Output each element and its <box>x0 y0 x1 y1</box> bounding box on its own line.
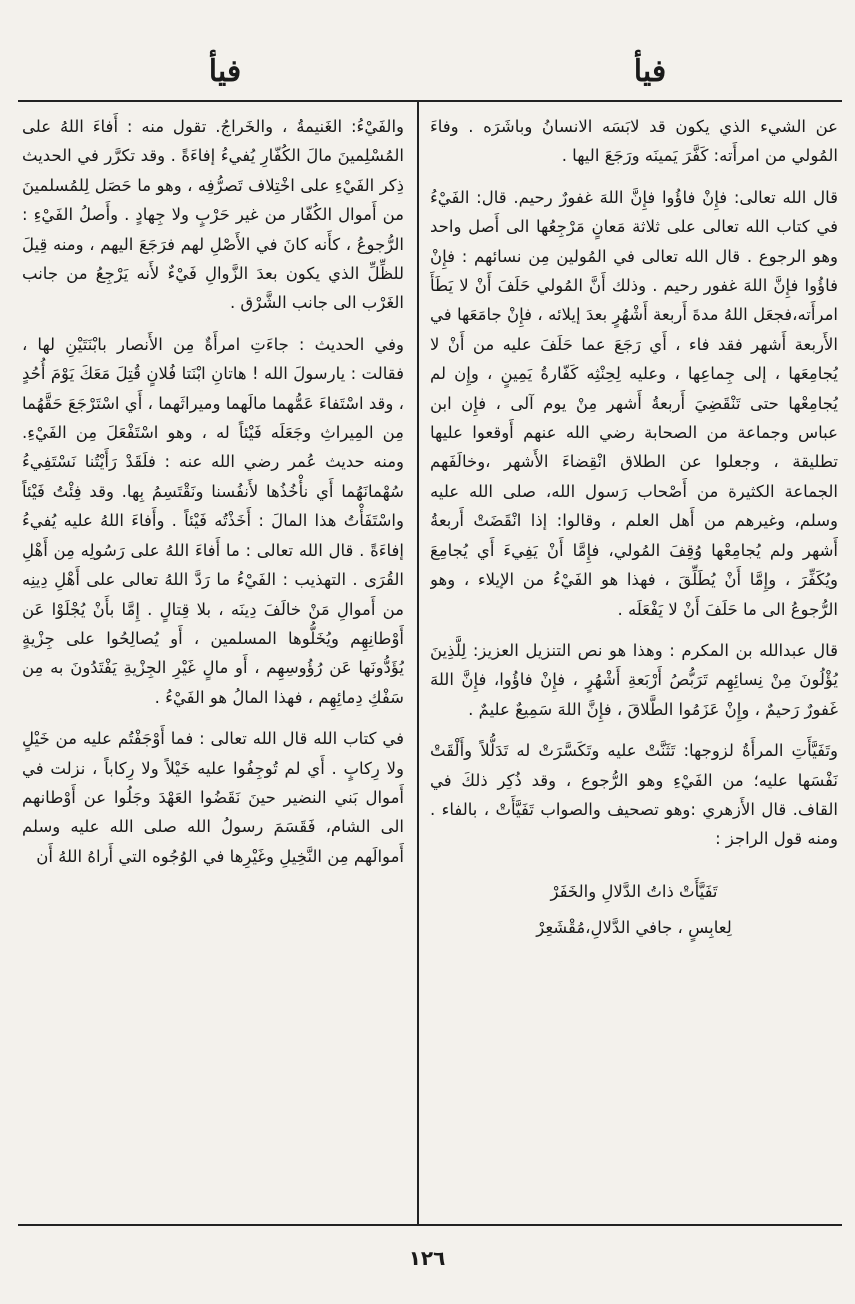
top-rule <box>18 100 842 102</box>
column-divider <box>417 102 419 1224</box>
left-paragraph-2: وفي الحديث : جاءَتِ امرأَةٌ مِن الأَنصار بابْنَتَيْنِ لها ، فقالت : يارسولَ الله ! هاتانِ ابْنَتا فُلانٍ قُتِلَ مَعَكَ يَوْمَ أُحُدٍ ، وقد اسْتَفاءَ عَمُّهما مالَهما وميراثَهما ، أَي اسْتَرْجَعَ حَقَّهُما مِن المِيراثِ وجَعَلَه فَيْئاً له ، وهو اسْتَفْعَلَ مِن الفَيْءِ. ومنه حديث عُمر رضي الله عنه : فلَقَدْ رَأَيْتُنا نَسْتَفِيءُ سُهْمانَهُما أَي نأْخُذُها لأَنفُسنا ونَقْتَسِمُ بِها. وقد فِئْتُ فَيْئاً واسْتَفَأْتُ هذا المالَ : أَخَذْتُه فَيْئاً . وأَفاءَ اللهُ عليه يُفيءُ إفاءَةً . قال الله تعالى : ما أَفاءَ اللهُ على رَسُولِه مِن أَهْلِ القُرَى . التهذيب : الفَيْءُ ما رَدَّ اللهُ تعالى على أَهْلِ دِينِه من أَموالِ مَنْ خالَفَ دِينَه ، بلا قِتالٍ . إِمَّا بأَنْ يُجْلَوْا عَن أَوْطانِهِم ويُخَلُّوها المسلمين ، أَو يُصالِحُوا على جِزْيةٍ يُؤَدُّونَها عَن رُؤُوسِهِم ، أَو مالٍ غَيْرِ الجِزْيةِ يَفْتَدُونَ به مِن سَفْكِ دِمائِهِم ، فهذا المالُ هو الفَيْءُ . <box>22 334 404 707</box>
header-word-right: فيأ <box>633 54 667 89</box>
left-column <box>22 112 404 1212</box>
verse-line-1: تَفَيَّأَتْ ذاتُ الدَّلالِ والخَفَرْ <box>550 881 718 901</box>
verse-line-2: لِعابِسٍ ، جافي الدَّلالِ،مُقْشَعِرْ <box>536 917 732 937</box>
right-paragraph-2: قال الله تعالى: فإِنْ فاؤُوا فإِنَّ اللهَ غفورٌ رحيم. قال: الفَيْءُ في كتاب الله تعالى على ثلاثة مَعانٍ مَرْجِعُها الى أَصل واحد وهو الرجوع . قال الله تعالى في المُولين مِن نسائهم : فإِنْ فاؤُوا فإِنَّ اللهَ غفور رحيم . وذلك أَنَّ المُولي حَلَفَ أَنْ لا يَطَأَ امرأَته،فجعَل اللهُ مدةَ أَربعة أَشْهُرٍ بعدَ إيلائه ، فإِنْ جامَعَها في الأَربعة أَشهر فقد فاء ، أَي رَجَعَ عما حَلَفَ عليه من أَنْ لا يُجامِعَها ، إلى جِماعِها ، وعليه لِحِنْثِه كَفّارةُ يَمِينٍ ، وإِن لم يُجامِعْها حتى تَنْقَضِيَ أَربعةُ أَشهر مِنْ يوم آلى ، فإِن ابن عباس وجماعة من الصحابة رضي الله عنهم أَوقعوا عليها تطليقة ، وجعلوا عن الطلاق انْقِضاءَ الأَشهر ،وخالَفَهم الجماعة الكثيرة من أَصْحاب رَسول الله، صلى الله عليه وسلم، وغيرهم من أَهل العلم ، وقالوا: إذا انْقَضَتْ أَربعةُ أَشهر ولم يُجامِعْها وُقِفَ المُولي، فإِمَّا أَنْ يَفِيءَ أَي يُجامِعَ ويُكَفِّرَ ، وإِمَّا أَنْ يُطَلِّقَ ، فهذا هو الفَيْءُ من الإيلاء ، وهو الرُّجوعُ الى ما حَلَفَ أَنْ لا يَفْعَلَه . <box>430 187 838 619</box>
page-number: ١٢٦ <box>408 1246 446 1270</box>
right-paragraph-4: وتَفَيَّأَتِ المرأَةُ لزوجها: تَثَنَّتْ عليه وتَكَسَّرَتْ له تَدَلُّلاً وأَلْقَتْ نَفْسَها عليه؛ من الفَيْءِ وهو الرُّجوع ، وقد ذُكِر ذلكَ في القاف. قال الأَزهري :وهو تصحيف والصواب تَفَيَّأَتْ ، بالفاء . ومنه قول الراجز : <box>430 741 838 849</box>
left-paragraph-1: والفَيْءُ: الغَنيمةُ ، والخَراجُ. تقول منه : أَفاءَ اللهُ على المُسْلِمينَ مالَ الكُفّارِ يُفيءُ إفاءَةً . وقد تكرَّر في الحديث ذِكر الفَيْءِ على اخْتِلاف تَصرُّفِه ، وهو ما حَصَل لِلمُسلمينَ من أَموال الكُفّار من غير حَرْبٍ ولا جِهادٍ . وأَصلُ الفَيْءِ : الرُّجوعُ ، كأَنه كانَ في الأَصْلِ لهم فرَجَعَ اليهم ، ومنه قِيلَ للظِّلِّ الذي يكون بعدَ الزَّوالِ فَيْءٌ لأَنه يَرْجِعُ من جانب الغَرْب الى جانب الشَّرْق . <box>22 117 404 313</box>
right-column <box>430 112 838 1212</box>
left-paragraph-3: في كتاب الله قال الله تعالى : فما أَوْجَفْتُم عليه من خَيْلٍ ولا رِكابٍ . أَي لم تُوجِفُوا عليه خَيْلاً ولا رِكاباً ، نزلت في أَموال بَني النضير حينَ نَقَضُوا العَهْدَ وجَلُوا عن أَوْطانهم الى الشام، فَقَسَمَ رسولُ الله صلى الله عليه وسلم أَموالَهم مِن النَّخِيلِ وغَيْرِها في الوُجُوه التي أَراهُ اللهُ أَن <box>22 729 404 866</box>
verse <box>430 874 838 946</box>
right-paragraph-3: قال عبدالله بن المكرم : وهذا هو نص التنزيل العزيز: لِلَّذِينَ يُؤْلُونَ مِنْ نِسائِهِم تَرَبُّصُ أَرْبَعةِ أَشْهُرٍ ، فإِنْ فاؤُوا، فإِنَّ اللهَ غَفورٌ رَحيمٌ ، وإِنْ عَزَمُوا الطَّلاقَ ، فإِنَّ اللهَ سَمِيعٌ عليمٌ . <box>430 640 838 719</box>
right-paragraph-1: عن الشيء الذي يكون قد لابَسَه الانسانُ وباشَرَه . وفاءَ المُولي من امرأَته: كَفَّرَ يَمينَه ورَجَعَ اليها . <box>430 117 838 166</box>
header-word-left: فيأ <box>208 54 242 89</box>
bottom-rule <box>18 1224 842 1226</box>
